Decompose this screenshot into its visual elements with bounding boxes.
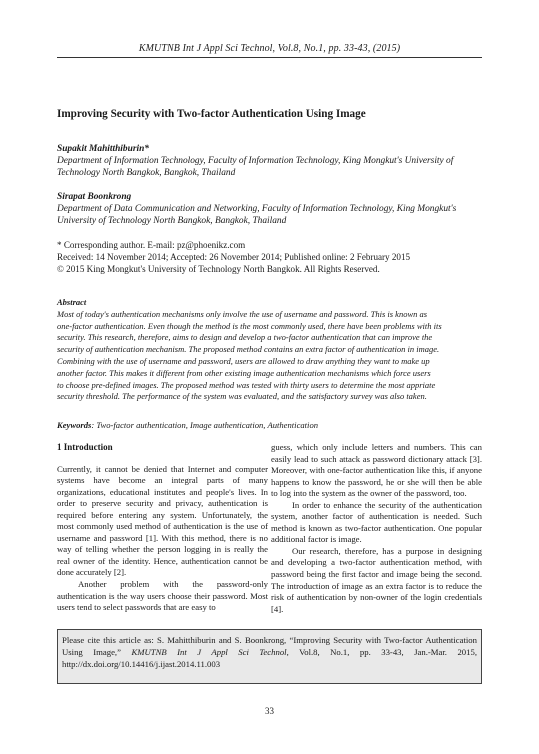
citation-prefix: Please cite this article as: S. Mahitthiburin and S. Boonkrong, “Improving Security with Two-factor Authentication Using Image,” — [62, 635, 477, 658]
abstract-line: security. This research, therefore, aims to design and develop a two-factor authentication that can improve the — [57, 332, 433, 343]
body-paragraph: guess, which only include letters and numbers. This can easily lead to such attack as password dictionary attack [3]. Moreover, with one-factor authentication like this, if anyone happens to know the password, he or she will then be able to log into the system as the owner of the password, too. — [271, 442, 482, 499]
author-name: Sirapat Boonkrong — [57, 192, 132, 202]
body-paragraph: Another problem with the password-only authentication is the way users choose their password. Most users tend to select passwords that are easy to — [57, 579, 268, 613]
abstract-line: security threshold. The performance of the system was evaluated, and the satisfactory survey was also taken. — [57, 391, 427, 402]
abstract — [57, 297, 483, 403]
keywords-label: Keywords — [57, 420, 92, 430]
abstract-heading: Abstract — [57, 297, 87, 307]
abstract-line: Most of today's authentication mechanisms only involve the use of username and password. This is known as — [57, 308, 428, 319]
right-column — [271, 442, 482, 615]
author-name: Supakit Mahitthiburin* — [57, 144, 149, 154]
abstract-line: Combining with the use of username and password, users are allowed to draw anything they want to make up — [57, 355, 430, 366]
body-paragraph: Our research, therefore, has a purpose in designing and developing a two-factor authentication method, with password being the first factor and image being the second. The introduction of image as an extra factor is to reduce the risk of authentication by non-owner of the login credentials [4]. — [271, 545, 482, 614]
abstract-line: another factor. This makes it different from other existing image authentication mechanisms which force users — [57, 367, 431, 378]
paper-title: Improving Security with Two-factor Authentication Using Image — [57, 108, 366, 120]
copyright-line: © 2015 King Mongkut's University of Technology North Bangkok. All Rights Reserved. — [57, 264, 380, 275]
abstract-line: one-factor authentication. Even though the method is the most commonly used, there have been problems with its — [57, 320, 442, 331]
section-heading: 1 Introduction — [57, 442, 113, 452]
left-column — [57, 442, 268, 614]
author-affiliation: Technology North Bangkok, Bangkok, Thailand — [57, 168, 236, 179]
author-affiliation: Department of Data Communication and Networking, Faculty of Information Technology, King Mongkut's — [57, 204, 457, 215]
keywords-text: : Two-factor authentication, Image authentication, Authentication — [91, 420, 319, 430]
citation-box — [57, 629, 482, 684]
citation-suffix: , Vol.8, No.1, pp. 33-43, Jan.-Mar. 2015, http://dx.doi.org/10.14416/j.ijast.2014.11.003 — [62, 647, 477, 670]
abstract-line: security of authentication mechanism. The proposed method contains an extra factor of authentication in image. — [57, 344, 440, 355]
citation-journal: KMUTNB Int J Appl Sci Technol — [131, 647, 287, 658]
correspondence-line: * Corresponding author. E-mail: pz@phoenikz.com — [57, 240, 246, 250]
abstract-line: to choose pre-defined images. The proposed method was tested with thirty users to determine the most appriate — [57, 379, 436, 390]
author-block-2 — [57, 191, 487, 228]
header-rule — [57, 57, 482, 58]
article-meta — [57, 239, 487, 276]
author-affiliation: Department of Information Technology, Faculty of Information Technology, King Mongkut's University of — [57, 156, 454, 167]
journal-header: KMUTNB Int J Appl Sci Technol, Vol.8, No.1, pp. 33-43, (2015) — [138, 43, 401, 54]
keywords — [57, 420, 483, 430]
author-block-1 — [57, 143, 487, 180]
dates-line: Received: 14 November 2014; Accepted: 26 November 2014; Published online: 2 February 2015 — [57, 252, 411, 263]
author-affiliation: University of Technology North Bangkok, Bangkok, Thailand — [57, 216, 287, 227]
body-paragraph: Currently, it cannot be denied that Internet and computer systems have become an integral parts of many organizations, educational institutes and people's lives. In order to preserve security and privacy, authentication is required before entering any system. Unfortunately, the most commonly used method of authentication is the use of username and password [1]. With this method, there is no way of telling whether the person logging in is really the real owner of the identity. Hence, authentication cannot be done accurately [2]. — [57, 463, 268, 578]
page-number: 33 — [265, 706, 274, 716]
body-paragraph: In order to enhance the security of the authentication system, another factor of authentication is needed. Such method is known as two-factor authentication. One popular additional factor is image. — [271, 499, 482, 545]
